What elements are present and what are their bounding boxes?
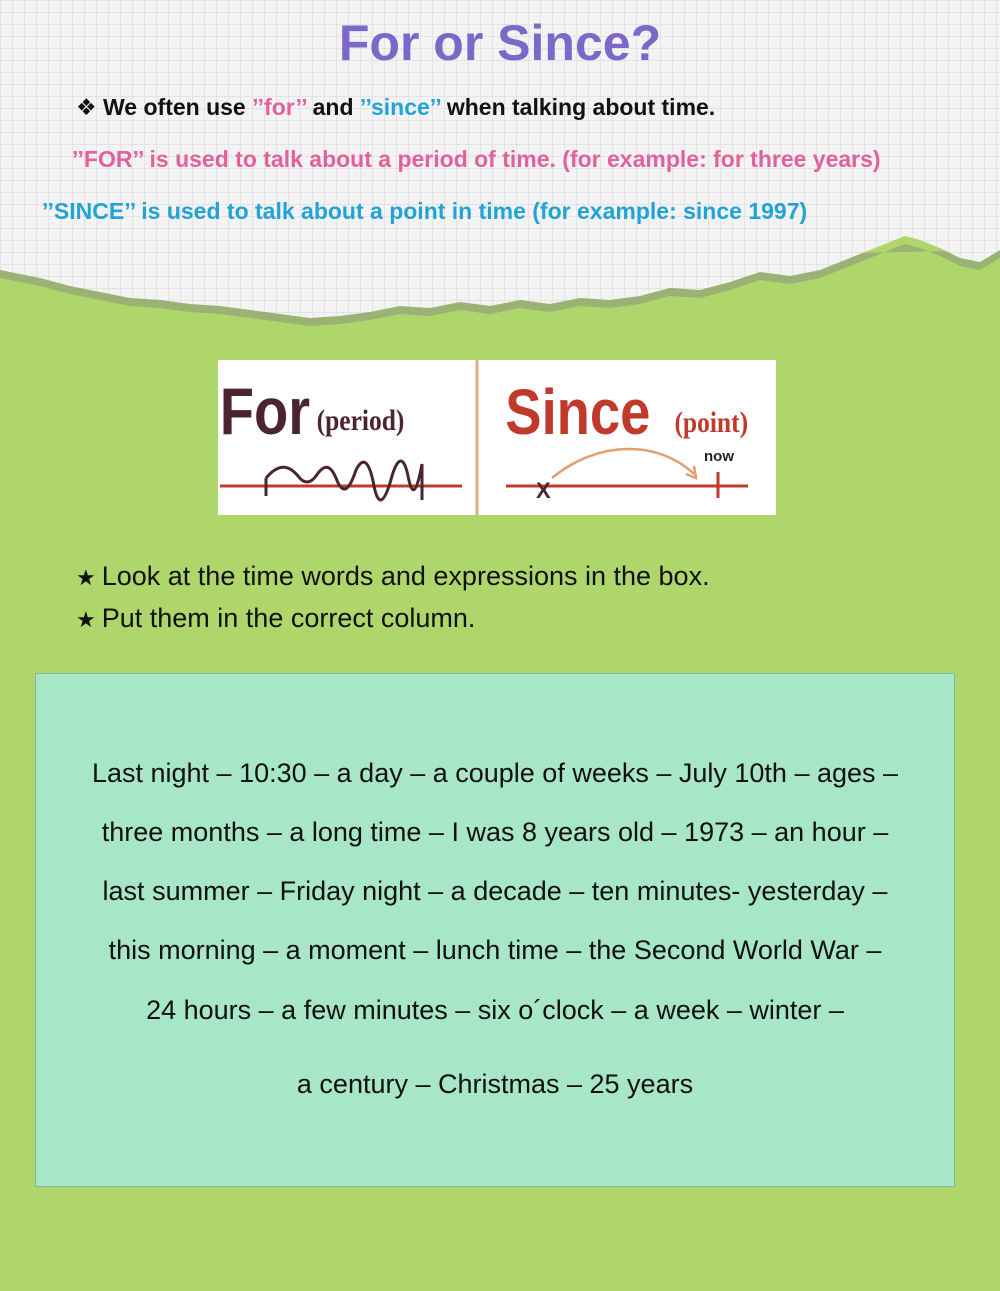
- for-definition: ’’FOR’’ is used to talk about a period of time. (for example: for three years): [72, 146, 881, 172]
- instruction-item: [76, 556, 710, 598]
- star-icon: ★: [76, 607, 96, 632]
- now-label: now: [704, 448, 734, 465]
- instruction-item: [76, 598, 710, 640]
- diamond-bullet-icon: ❖: [76, 94, 97, 120]
- word-box-line: last summer – Friday night – a decade – ten minutes- yesterday –: [102, 876, 888, 906]
- for-since-diagram: [218, 360, 776, 515]
- word-since: ’’since’’: [359, 94, 441, 120]
- word-box: [35, 673, 955, 1187]
- since-label: Since: [505, 375, 651, 449]
- instructions: [76, 556, 710, 640]
- intro-text-before: We often use: [103, 94, 246, 120]
- star-icon: ★: [76, 565, 96, 590]
- instruction-text: Put them in the correct column.: [101, 603, 476, 633]
- for-period-label: (period): [316, 404, 405, 438]
- intro-text-after: when talking about time.: [446, 94, 716, 120]
- page-title: For or Since?: [338, 15, 662, 71]
- intro-line: [76, 94, 715, 121]
- word-box-line: this morning – a moment – lunch time – the Second World War –: [108, 935, 882, 965]
- word-box-line: Last night – 10:30 – a day – a couple of weeks – July 10th – ages –: [91, 758, 899, 788]
- word-box-line: three months – a long time – I was 8 years old – 1973 – an hour –: [101, 817, 889, 847]
- since-point-label: (point): [674, 406, 749, 440]
- instruction-text: Look at the time words and expressions in the box.: [101, 561, 710, 591]
- word-box-line: a century – Christmas – 25 years: [296, 1069, 694, 1099]
- word-for: ’’for’’: [252, 94, 307, 120]
- for-label: For: [219, 374, 311, 449]
- since-definition: ’’SINCE’’ is used to talk about a point in time (for example: since 1997): [42, 198, 808, 224]
- word-box-line: 24 hours – a few minutes – six o´clock – a week – winter –: [146, 995, 844, 1025]
- since-x-mark: X: [536, 478, 551, 503]
- intro-text-middle: and: [312, 94, 354, 120]
